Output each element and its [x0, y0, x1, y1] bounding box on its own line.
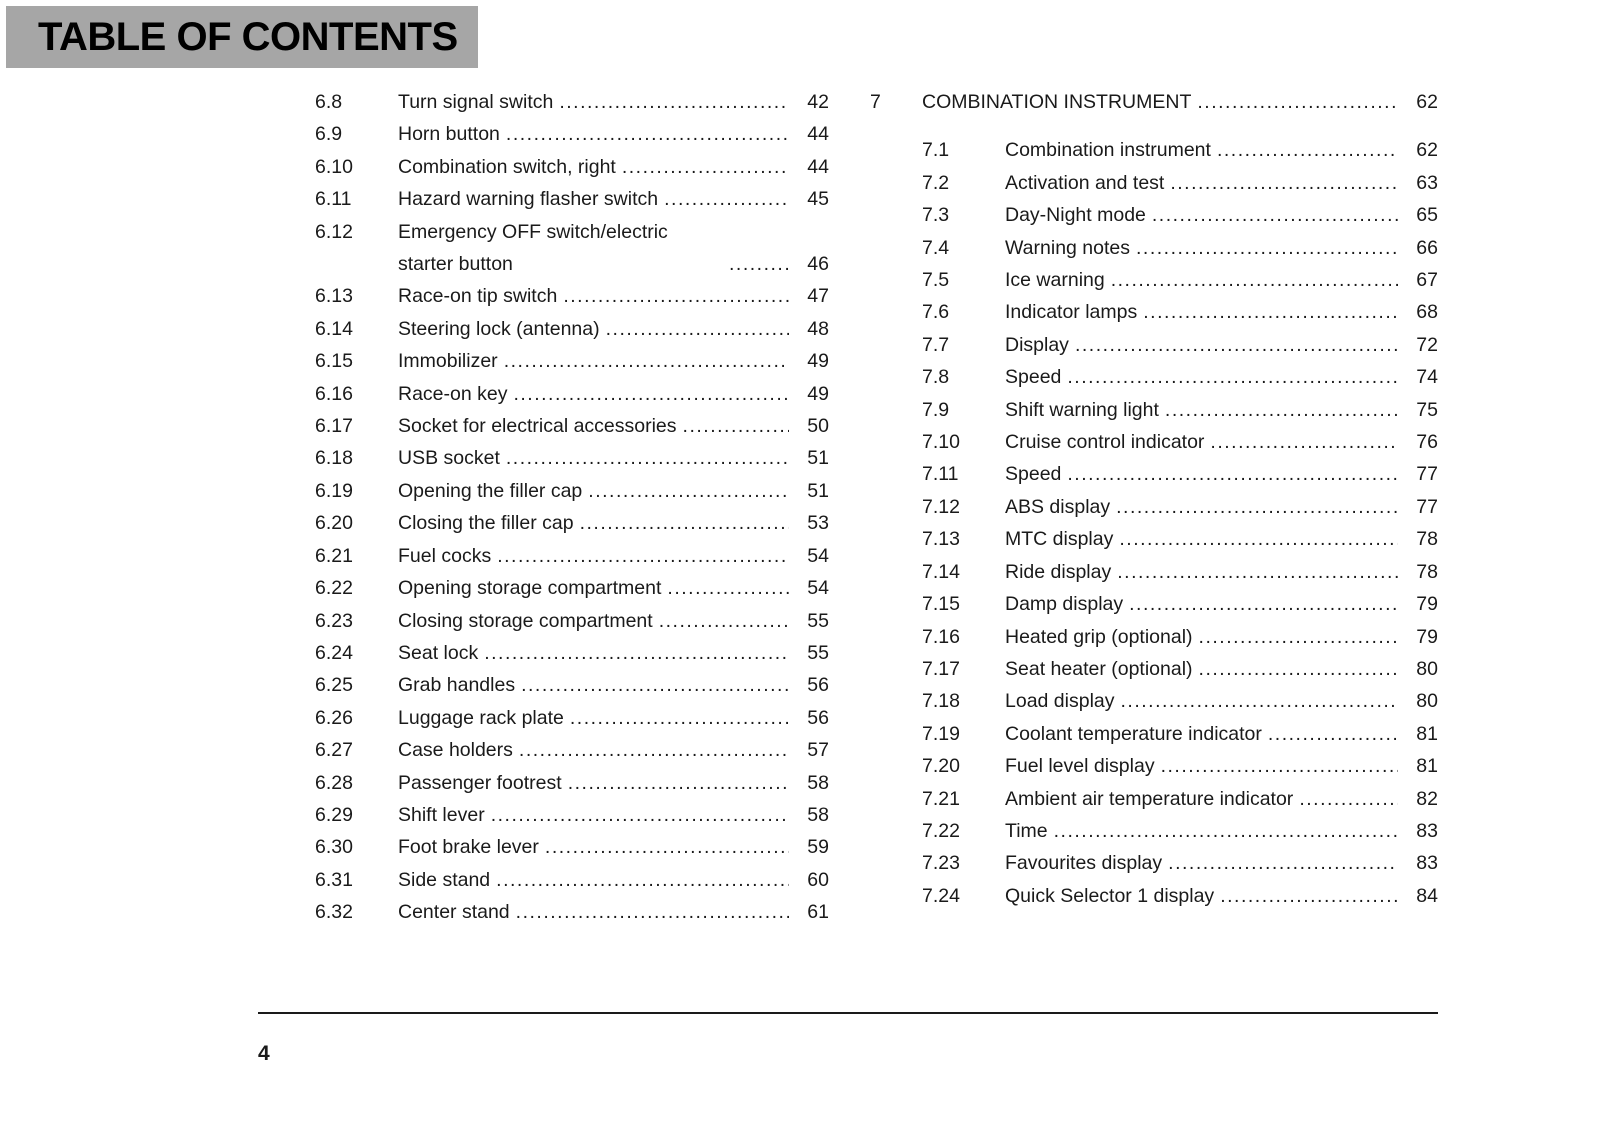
toc-entry-title: Hazard warning flasher switch	[398, 188, 659, 211]
toc-entry-number: 7.19	[922, 722, 960, 745]
toc-entry-page: 47	[807, 285, 829, 308]
toc-entry	[922, 134, 1438, 166]
toc-entry-number: 6.10	[315, 155, 353, 178]
toc-entry	[922, 815, 1438, 847]
toc-entry	[315, 183, 829, 215]
toc-entry-number: 6.32	[315, 901, 353, 924]
toc-entry	[922, 621, 1438, 653]
toc-entry	[315, 345, 829, 377]
toc-entry-page: 79	[1416, 593, 1438, 616]
toc-entry-number: 7.22	[922, 819, 960, 842]
toc-entry-title: COMBINATION INSTRUMENT	[922, 91, 1192, 113]
toc-entry-title: Combination instrument	[1005, 139, 1211, 162]
toc-entry-title: Warning notes	[1005, 236, 1131, 259]
dot-leader	[521, 669, 789, 701]
toc-entry-title: Seat lock	[398, 641, 479, 664]
toc-entry-page: 54	[807, 544, 829, 567]
toc-entry-number: 7.7	[922, 333, 950, 356]
toc-entry-number: 7.4	[922, 236, 950, 259]
dot-leader	[570, 702, 789, 734]
toc-entry-title: Fuel cocks	[398, 544, 492, 567]
toc-entry-number: 7.23	[922, 852, 960, 875]
dot-leader	[1143, 296, 1398, 328]
toc-entry-number: 6.21	[315, 544, 353, 567]
dot-leader	[664, 183, 789, 215]
dot-leader	[1119, 523, 1398, 555]
toc-entry-page: 84	[1416, 884, 1438, 907]
toc-entry-title: Passenger footrest	[398, 771, 562, 794]
toc-entry	[315, 799, 829, 831]
toc-entry-title: Race-on key	[398, 382, 508, 405]
toc-entry-number: 6.25	[315, 674, 353, 697]
toc-entry-number: 6.29	[315, 803, 353, 826]
toc-entry	[922, 361, 1438, 393]
toc-entry	[315, 475, 829, 507]
toc-entry	[922, 296, 1438, 328]
dot-leader	[491, 799, 789, 831]
toc-entry-title: Center stand	[398, 901, 510, 924]
toc-entry-page: 61	[807, 901, 829, 924]
toc-entry	[922, 394, 1438, 426]
toc-entry	[315, 831, 829, 863]
dot-leader	[568, 767, 789, 799]
dot-leader	[506, 118, 789, 150]
toc-entry-title: Damp display	[1005, 593, 1124, 616]
toc-entry-page: 83	[1416, 819, 1438, 842]
toc-entry	[922, 232, 1438, 264]
dot-leader	[516, 896, 789, 928]
toc-entry-title: Opening the filler cap	[398, 479, 583, 502]
toc-entry	[315, 151, 829, 183]
dot-leader	[545, 831, 789, 863]
dot-leader	[563, 280, 789, 312]
toc-entry-page: 55	[807, 641, 829, 664]
toc-entry-number: 6.9	[315, 123, 343, 146]
toc-entry	[315, 702, 829, 734]
toc-entry	[922, 588, 1438, 620]
toc-entry	[315, 86, 829, 118]
toc-entry	[922, 491, 1438, 523]
toc-entry-page: 66	[1416, 236, 1438, 259]
toc-entry-number: 7.15	[922, 593, 960, 616]
toc-entry-number: 6.30	[315, 836, 353, 859]
toc-entry-page: 53	[807, 512, 829, 535]
toc-entry-page: 57	[807, 739, 829, 762]
dot-leader	[1117, 556, 1398, 588]
toc-entry	[315, 378, 829, 410]
dot-leader	[1116, 491, 1398, 523]
toc-entry-title: Emergency OFF switch/electric starter button	[398, 220, 668, 276]
toc-entry-page: 67	[1416, 269, 1438, 292]
toc-entry-title: Race-on tip switch	[398, 285, 558, 308]
toc-entry-number: 7.13	[922, 528, 960, 551]
toc-entry-title: ABS display	[1005, 495, 1111, 518]
toc-entry	[315, 507, 829, 539]
toc-entry	[315, 734, 829, 766]
dot-leader	[580, 507, 789, 539]
toc-entry-title: Socket for electrical accessories	[398, 415, 677, 438]
toc-entry-page: 80	[1416, 690, 1438, 713]
toc-entry-page: 58	[807, 771, 829, 794]
toc-entry-page: 79	[1416, 625, 1438, 648]
toc-entry-page: 50	[807, 415, 829, 438]
toc-entry	[315, 410, 829, 442]
toc-entry-title: Speed	[1005, 463, 1062, 486]
toc-entry	[315, 540, 829, 572]
toc-entry-page: 76	[1416, 431, 1438, 454]
toc-entry-page: 44	[807, 123, 829, 146]
toc-entry-page: 77	[1416, 495, 1438, 518]
toc-entry-number: 7.1	[922, 139, 950, 162]
toc-entry-title: Ice warning	[1005, 269, 1105, 292]
toc-entry-title: Heated grip (optional)	[1005, 625, 1193, 648]
toc-entry-number: 6.17	[315, 415, 353, 438]
toc-entry-page: 48	[807, 317, 829, 340]
toc-entry	[922, 458, 1438, 490]
toc-entry-title: Quick Selector 1 display	[1005, 884, 1215, 907]
toc-entry-number: 7.6	[922, 301, 950, 324]
toc-entry-page: 72	[1416, 333, 1438, 356]
toc-entry	[315, 864, 829, 896]
toc-entry-title: Day-Night mode	[1005, 204, 1146, 227]
toc-entry-title: Favourites display	[1005, 852, 1163, 875]
dot-leader	[497, 540, 789, 572]
toc-entry	[315, 280, 829, 312]
dot-leader	[1121, 685, 1399, 717]
toc-entry-page: 51	[807, 479, 829, 502]
dot-leader	[559, 86, 789, 118]
dot-leader	[1170, 167, 1398, 199]
toc-entry-number: 7	[870, 91, 881, 113]
toc-entry	[315, 118, 829, 150]
dot-leader	[1268, 718, 1398, 750]
toc-entry-title: Combination switch, right	[398, 155, 616, 178]
toc-entry	[922, 653, 1438, 685]
toc-entry-number: 6.12	[315, 220, 353, 243]
toc-entry-number: 7.11	[922, 463, 959, 486]
toc-entry-title: Grab handles	[398, 674, 516, 697]
toc-entry	[922, 426, 1438, 458]
toc-entry-number: 6.28	[315, 771, 353, 794]
toc-entry-title: Indicator lamps	[1005, 301, 1138, 324]
toc-entry-title: Steering lock (antenna)	[398, 317, 600, 340]
dot-leader	[1210, 426, 1398, 458]
toc-entry	[922, 556, 1438, 588]
toc-entry-page: 42	[807, 91, 829, 113]
dot-leader	[484, 637, 789, 669]
toc-entry-page: 81	[1416, 722, 1438, 745]
dot-leader	[659, 605, 789, 637]
toc-entry-page: 78	[1416, 560, 1438, 583]
toc-entry-page: 82	[1416, 787, 1438, 810]
toc-entry-number: 6.18	[315, 447, 353, 470]
toc-entry-page: 68	[1416, 301, 1438, 324]
toc-entry-title: Closing the filler cap	[398, 512, 574, 535]
dot-leader	[1067, 361, 1398, 393]
toc-entry-number: 6.22	[315, 577, 353, 600]
toc-entry-page: 77	[1416, 463, 1438, 486]
dot-leader	[506, 442, 789, 474]
toc-section-heading	[870, 86, 1438, 118]
toc-entry-number: 7.20	[922, 755, 960, 778]
dot-leader	[1217, 134, 1398, 166]
toc-entry	[315, 572, 829, 604]
dot-leader	[1220, 880, 1398, 912]
toc-entry-number: 6.19	[315, 479, 353, 502]
dot-leader	[1168, 847, 1398, 879]
dot-leader	[1152, 199, 1398, 231]
toc-entry-page: 51	[807, 447, 829, 470]
dot-leader	[1199, 621, 1398, 653]
toc-entry-page: 59	[807, 836, 829, 859]
toc-entry-page: 74	[1416, 366, 1438, 389]
toc-entry-title: Activation and test	[1005, 171, 1165, 194]
toc-entry-title: MTC display	[1005, 528, 1114, 551]
toc-entry-page: 44	[807, 155, 829, 178]
toc-entry-number: 6.20	[315, 512, 353, 535]
toc-entry-title: Turn signal switch	[398, 91, 554, 113]
toc-entry-page: 56	[807, 706, 829, 729]
toc-entry-page: 54	[807, 577, 829, 600]
toc-column-left	[315, 86, 829, 929]
toc-entry-page: 60	[807, 868, 829, 891]
toc-entry-title: Immobilizer	[398, 350, 498, 373]
toc-entry-number: 6.16	[315, 382, 353, 405]
dot-leader	[1165, 394, 1398, 426]
toc-entry-title: Shift lever	[398, 803, 485, 826]
toc-entry-number: 7.12	[922, 495, 960, 518]
toc-entry-number: 6.15	[315, 350, 353, 373]
toc-column-right	[870, 86, 1438, 912]
toc-entry-number: 7.16	[922, 625, 960, 648]
toc-entry-title: Coolant temperature indicator	[1005, 722, 1262, 745]
toc-entry-number: 7.5	[922, 269, 950, 292]
dot-leader	[729, 248, 789, 280]
toc-entry	[922, 264, 1438, 296]
toc-entry-title: Horn button	[398, 123, 500, 146]
toc-entry-title: Side stand	[398, 868, 491, 891]
toc-entry-page: 58	[807, 803, 829, 826]
toc-entry-title: USB socket	[398, 447, 500, 470]
toc-entry	[315, 637, 829, 669]
dot-leader	[1111, 264, 1398, 296]
toc-entry-title: Display	[1005, 333, 1069, 356]
toc-entry-title: Speed	[1005, 366, 1062, 389]
toc-entry	[922, 329, 1438, 361]
toc-entry-page: 45	[807, 188, 829, 211]
dot-leader	[1197, 86, 1398, 118]
page-title: TABLE OF CONTENTS	[38, 14, 458, 59]
footer-rule	[258, 1012, 1438, 1014]
toc-entry	[315, 313, 829, 345]
toc-entry-title: Ride display	[1005, 560, 1112, 583]
toc-entry-page: 83	[1416, 852, 1438, 875]
toc-entry-page: 62	[1416, 139, 1438, 162]
dot-leader	[1136, 232, 1398, 264]
dot-leader	[1161, 750, 1398, 782]
toc-entry	[922, 199, 1438, 231]
toc-entry-number: 7.2	[922, 171, 950, 194]
toc-entry-page: 80	[1416, 657, 1438, 680]
toc-entries-right	[922, 134, 1438, 912]
toc-entry	[315, 216, 829, 281]
dot-leader	[1199, 653, 1398, 685]
toc-entry-number: 7.9	[922, 398, 950, 421]
toc-entry-title: Foot brake lever	[398, 836, 539, 859]
toc-entry-title: Time	[1005, 819, 1048, 842]
toc-entry-number: 6.23	[315, 609, 353, 632]
toc-entry-number: 7.24	[922, 884, 960, 907]
toc-entry-number: 7.14	[922, 560, 960, 583]
toc-entry	[315, 896, 829, 928]
toc-entry-number: 7.8	[922, 366, 950, 389]
dot-leader	[1054, 815, 1398, 847]
toc-entry	[315, 767, 829, 799]
toc-entry-page: 75	[1416, 398, 1438, 421]
dot-leader	[588, 475, 789, 507]
toc-entry-number: 6.8	[315, 91, 343, 113]
toc-entry-page: 49	[807, 382, 829, 405]
toc-entry-number: 6.27	[315, 739, 353, 762]
toc-entry	[922, 783, 1438, 815]
toc-entry-page: 49	[807, 350, 829, 373]
toc-entry-title: Ambient air temperature indicator	[1005, 787, 1294, 810]
dot-leader	[504, 345, 789, 377]
toc-entry-page: 62	[1416, 91, 1438, 113]
toc-entry-number: 7.10	[922, 431, 960, 454]
toc-entry	[922, 750, 1438, 782]
dot-leader	[1299, 783, 1398, 815]
dot-leader	[1075, 329, 1398, 361]
dot-leader	[683, 410, 789, 442]
toc-entry	[922, 718, 1438, 750]
toc-entry-number: 7.21	[922, 787, 960, 810]
toc-entry-number: 6.11	[315, 188, 352, 211]
toc-entry-title: Shift warning light	[1005, 398, 1159, 421]
toc-entry-title: Fuel level display	[1005, 755, 1155, 778]
toc-entry-title: Closing storage compartment	[398, 609, 653, 632]
toc-entry	[922, 685, 1438, 717]
dot-leader	[513, 378, 789, 410]
dot-leader	[1067, 458, 1398, 490]
toc-entry-title: Load display	[1005, 690, 1115, 713]
toc-entry-page: 63	[1416, 171, 1438, 194]
toc-entry-title: Seat heater (optional)	[1005, 657, 1193, 680]
toc-entry-title: Luggage rack plate	[398, 706, 564, 729]
toc-entry-page: 78	[1416, 528, 1438, 551]
dot-leader	[606, 313, 789, 345]
toc-entry	[315, 442, 829, 474]
toc-entry	[922, 523, 1438, 555]
toc-entry	[922, 847, 1438, 879]
dot-leader	[622, 151, 789, 183]
toc-entry-title: Opening storage compartment	[398, 577, 662, 600]
toc-entry-page: 65	[1416, 204, 1438, 227]
toc-entry-number: 7.17	[922, 657, 960, 680]
toc-entry-page: 46	[807, 253, 829, 276]
toc-entry-title: Cruise control indicator	[1005, 431, 1205, 454]
toc-entry	[315, 669, 829, 701]
toc-entry	[315, 605, 829, 637]
page-header	[6, 6, 478, 68]
dot-leader	[1129, 588, 1398, 620]
toc-entry-title: Case holders	[398, 739, 513, 762]
toc-entry-number: 6.14	[315, 317, 353, 340]
toc-entry-page: 55	[807, 609, 829, 632]
toc-entry	[922, 880, 1438, 912]
footer-page-number: 4	[258, 1042, 270, 1065]
toc-entry-page: 56	[807, 674, 829, 697]
dot-leader	[519, 734, 789, 766]
toc-entry-page: 81	[1416, 755, 1438, 778]
dot-leader	[667, 572, 789, 604]
toc-entry-number: 7.18	[922, 690, 960, 713]
toc-entry-number: 6.26	[315, 706, 353, 729]
toc-entry	[922, 167, 1438, 199]
toc-entry-number: 6.13	[315, 285, 353, 308]
toc-entry-number: 7.3	[922, 204, 950, 227]
toc-entry-number: 6.31	[315, 868, 353, 891]
toc-entry-number: 6.24	[315, 641, 353, 664]
dot-leader	[496, 864, 789, 896]
